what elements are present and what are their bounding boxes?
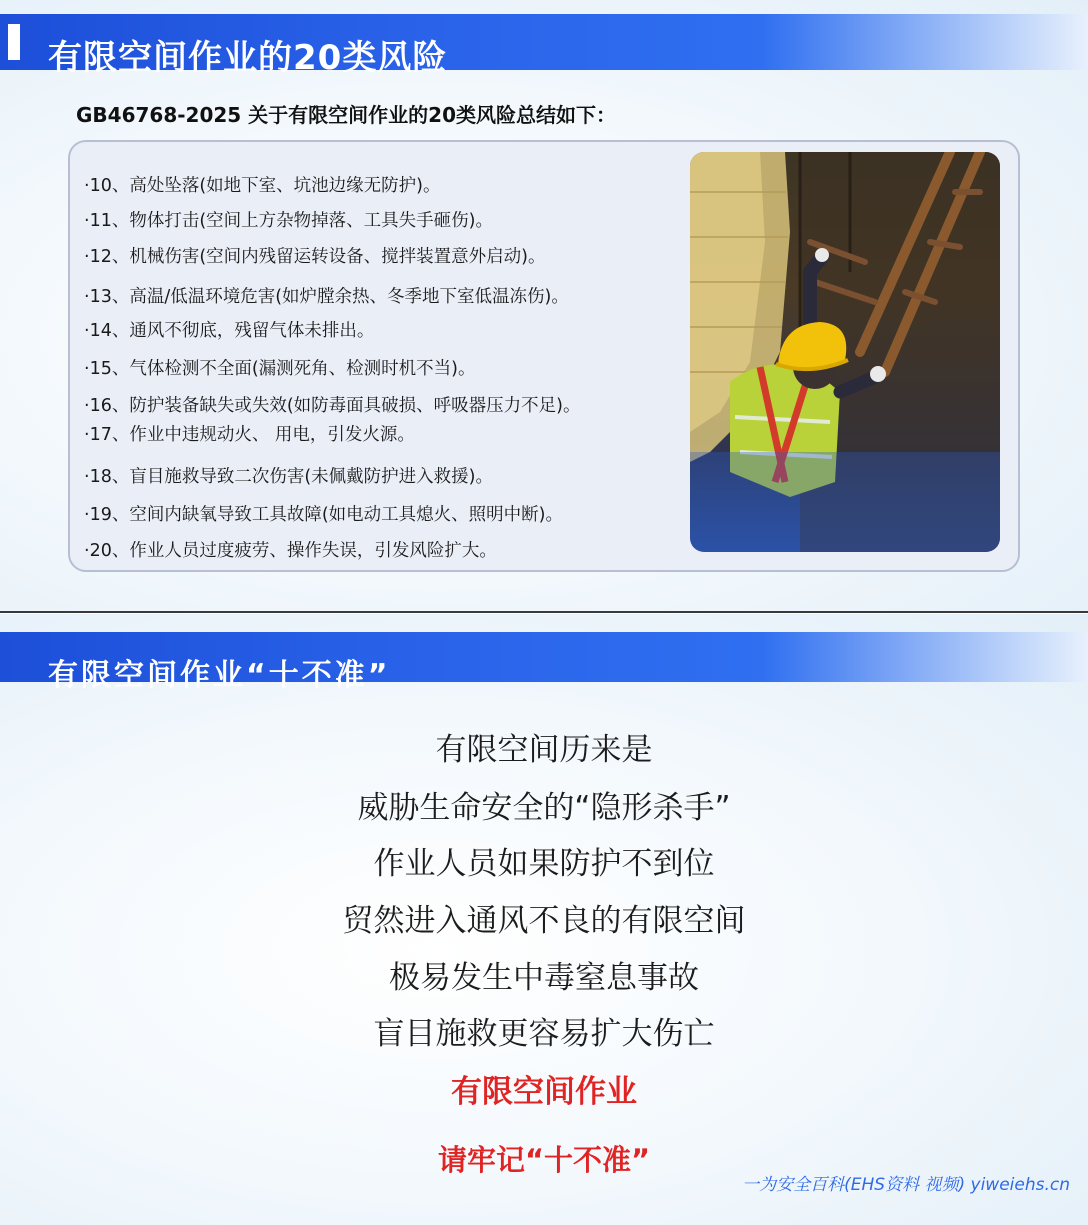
body-line: 盲目施救更容易扩大伤亡 — [373, 1016, 715, 1052]
body-line: 有限空间历来是 — [435, 732, 653, 768]
risk-panel — [68, 140, 1020, 572]
body-line: 威胁生命安全的“隐形杀手” — [357, 790, 731, 826]
risk-item: ·15、气体检测不全面(漏测死角、检测时机不当)。 — [84, 359, 476, 379]
title-bar — [0, 632, 1088, 693]
title-bar — [0, 14, 1088, 78]
risk-item: ·13、高温/低温环境危害(如炉膛余热、冬季地下室低温冻伤)。 — [84, 287, 569, 307]
confined-space-worker-photo — [690, 152, 1000, 552]
slide-title: 有限空间作业的20类风险 — [48, 38, 448, 78]
risk-item: ·10、高处坠落(如地下室、坑池边缘无防护)。 — [84, 176, 441, 196]
risk-item: ·19、空间内缺氧导致工具故障(如电动工具熄火、照明中断)。 — [84, 505, 563, 525]
risk-item: ·12、机械伤害(空间内残留运转设备、搅拌装置意外启动)。 — [84, 247, 546, 267]
risk-item: ·16、防护装备缺失或失效(如防毒面具破损、呼吸器压力不足)。 — [84, 396, 581, 416]
slide-divider — [0, 611, 1088, 613]
highlight-line: 有限空间作业 — [451, 1074, 637, 1110]
slide-risks — [0, 0, 1088, 612]
highlight-line: 请牢记“十不准” — [437, 1143, 651, 1177]
risk-item: ·17、作业中违规动火、 用电，引发火源。 — [84, 425, 415, 445]
source-watermark: 一为安全百科(EHS资料 视频) yiweiehs.cn — [742, 1175, 1070, 1195]
body-line: 极易发生中毒窒息事故 — [389, 960, 699, 996]
risk-item: ·11、物体打击(空间上方杂物掉落、工具失手砸伤)。 — [84, 211, 493, 231]
slide-title: 有限空间作业“十不准” — [48, 658, 391, 693]
risk-item: ·20、作业人员过度疲劳、操作失误，引发风险扩大。 — [84, 541, 497, 561]
body-line: 作业人员如果防护不到位 — [373, 846, 715, 882]
body-line: 贸然进入通风不良的有限空间 — [342, 903, 746, 939]
standard-subtitle: GB46768-2025 关于有限空间作业的20类风险总结如下： — [76, 103, 616, 127]
risk-item: ·14、通风不彻底，残留气体未排出。 — [84, 321, 375, 341]
risk-item: ·18、盲目施救导致二次伤害(未佩戴防护进入救援)。 — [84, 467, 493, 487]
title-accent-mark — [8, 24, 20, 60]
slide-ten-prohibitions — [0, 614, 1088, 1225]
